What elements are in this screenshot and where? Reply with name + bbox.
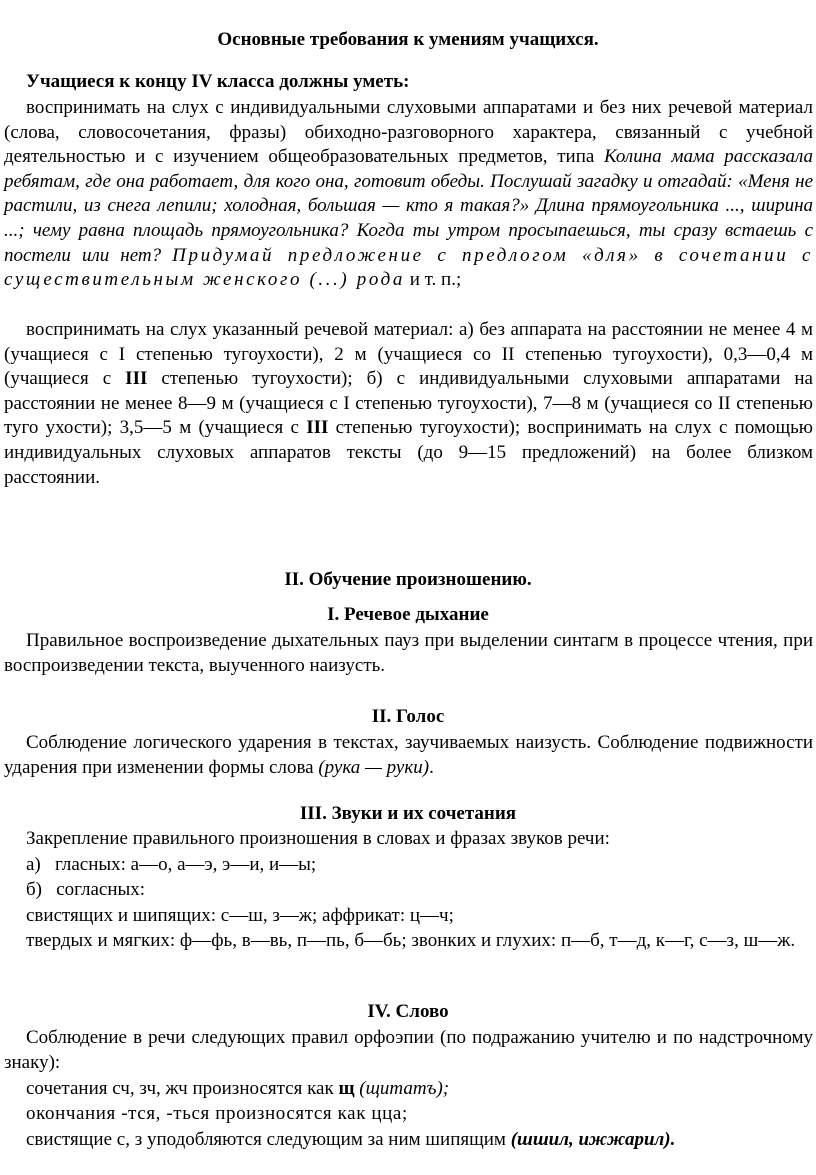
sub3-line-3: свистящих и шипящих: с—ш, з—ж; аффрикат: ц—ч; bbox=[26, 905, 454, 926]
sub3-line-4: твердых и мягких: ф—фь, в—вь, п—пь, б—бь; звонких и глухих: п—б, т—д, к—г, с—з, ш—ж. bbox=[26, 930, 796, 951]
sub4-l3-example: (шшил, ижжарил). bbox=[510, 1129, 676, 1150]
p1-example-spaced: Придумай предложение с предлогом «для» в сочетании с существительным женского (...) рода bbox=[4, 244, 813, 291]
p1-text: воспринимать на слух с индивидуальными слуховыми аппаратами и без них речевой материал (слова, словосочетания, фразы) обиходно-разговорного характера, связанный с учебной деятельностью и с изучением общеобразовательных предметов, типа bbox=[4, 97, 813, 168]
sub4-l1-bold: щ bbox=[338, 1078, 355, 1099]
sub2-text-main: Соблюдение логического ударения в текстах, заучиваемых наизусть. Соблюдение подвижности ударения при изменении формы слова bbox=[4, 732, 813, 778]
p2-text-e: степенью тугоухости); воспринимать на слух с помощью индивидуальных слуховых аппаратов тексты (до 9—15 предложений) на более близком расстоянии. bbox=[4, 417, 813, 488]
p2-text-c: степенью тугоухости); б) с индивидуальными слуховыми аппаратами на расстоянии не менее 8—9 м (учащиеся с I степенью тугоухости), 7—8 м (учащиеся со II степенью туго ухости); 3,5—5 м (учащиеся с bbox=[4, 368, 813, 439]
sub3-intro: Закрепление правильного произношения в словах и фразах звуков речи: bbox=[26, 828, 610, 849]
item-a-text: гласных: а—о, а—э, э—и, и—ы; bbox=[55, 854, 317, 875]
section2-heading: II. Обучение произношению. bbox=[284, 569, 532, 590]
p2-text-a: воспринимать на слух указанный речевой материал: а) без аппарата на расстоянии не менее 4 м (учащиеся с I степенью тугоухости), 2 м (учащиеся со II степенью тугоухости), 0,3—0,4 м (учащиеся с bbox=[4, 319, 813, 390]
sub1-text: Правильное воспроизведение дыхательных пауз при выделении синтагм в процессе чтения, при воспроизведении текста, выученного наизусть. bbox=[4, 630, 813, 676]
sub4-line-2: окончания -тся, -ться произносятся как цца; bbox=[26, 1103, 408, 1124]
sub3-item-b bbox=[0, 878, 816, 903]
sub4-text: Соблюдение в речи следующих правил орфоэпии (по подражанию учителю и по надстрочному знаку): bbox=[4, 1027, 813, 1073]
sub4-line-1 bbox=[0, 1077, 816, 1102]
p2-roman-3a: III bbox=[125, 368, 148, 390]
item-a-marker: а) bbox=[26, 854, 41, 875]
item-b-text: согласных: bbox=[56, 879, 146, 900]
p1-example-italic: Колина мама рассказала ребятам, где она работает, для кого она, готовит обеды. Послушай загадку и отгадай: «Меня не растили, из снега лепили; холодная, большая — кто я такая?» Длина прямоугольника ..., ширина ...; чему равна площадь прямоугольника? Когда ты утром просыпаешься, ты сразу встаешь с постели или нет? bbox=[4, 146, 813, 266]
section1-paragraph-1 bbox=[0, 96, 816, 293]
sub4-l1-italic: (щитатъ); bbox=[354, 1078, 450, 1099]
sub2-text bbox=[0, 731, 816, 780]
sub2-example: (рука — руки) bbox=[318, 756, 430, 778]
sub2-heading: II. Голос bbox=[371, 706, 445, 727]
sub3-heading: III. Звуки и их сочетания bbox=[299, 803, 517, 824]
sub4-l1-text: сочетания сч, зч, жч произносятся как bbox=[26, 1078, 339, 1099]
sub4-line-3 bbox=[0, 1128, 816, 1153]
sub3-item-a bbox=[0, 853, 816, 878]
document-title: Основные требования к умениям учащихся. bbox=[217, 29, 599, 50]
p2-roman-3b: III bbox=[306, 417, 329, 439]
sub1-heading: I. Речевое дыхание bbox=[327, 604, 489, 625]
item-b-marker: б) bbox=[26, 879, 42, 900]
p1-ending: и т. п.; bbox=[404, 269, 462, 291]
sub4-heading: IV. Слово bbox=[367, 1001, 449, 1022]
sub4-l3-text: свистящие с, з уподобляются следующим за ним шипящим bbox=[26, 1129, 511, 1150]
sub2-end: . bbox=[429, 756, 434, 778]
section1-heading: Учащиеся к концу IV класса должны уметь: bbox=[26, 71, 410, 92]
section1-paragraph-2 bbox=[0, 318, 816, 490]
